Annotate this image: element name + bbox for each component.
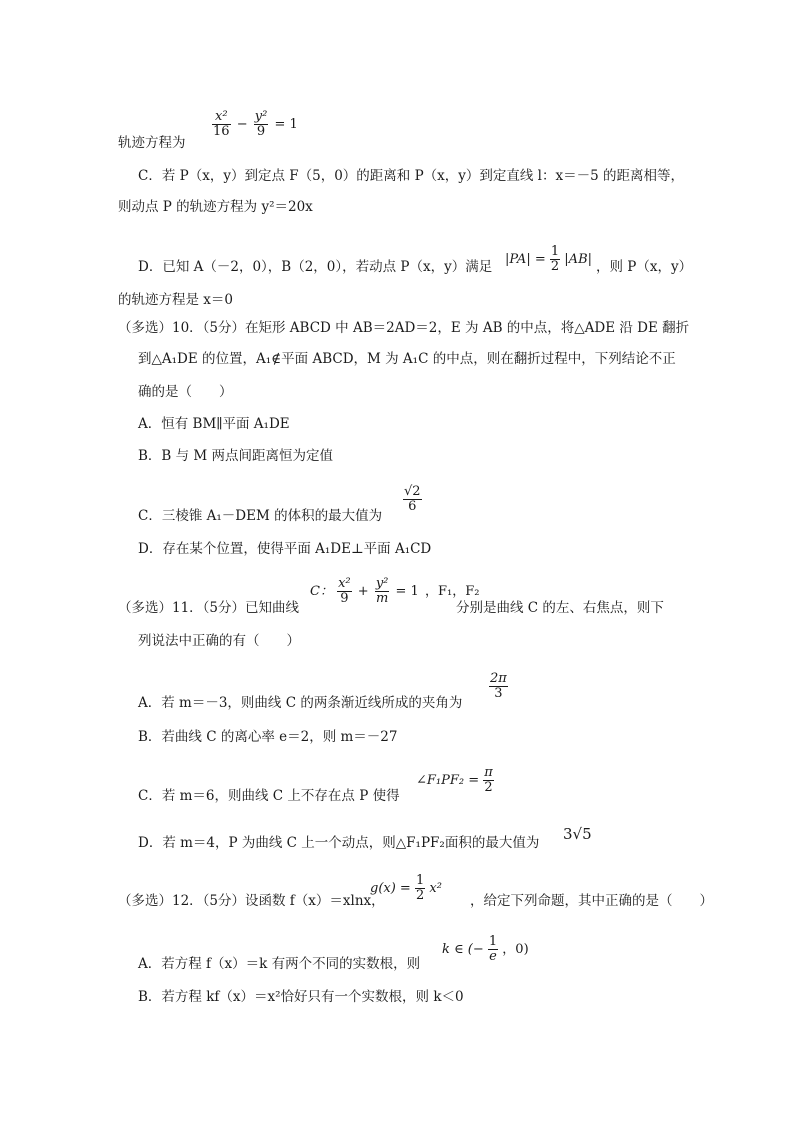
option-d: D．存在某个位置，使得平面 A₁DE⊥平面 A₁CD: [138, 541, 432, 557]
option-d: D．若 m＝4，P 为曲线 C 上一个动点，则△F₁PF₂面积的最大值为: [138, 835, 540, 851]
text-line: 列说法中正确的有（ ）: [138, 633, 300, 649]
question-12: （多选）12．（5分）设函数 f（x）＝xlnx，: [118, 893, 385, 909]
text-line: 则动点 P 的轨迹方程为 y²＝20x: [118, 199, 313, 215]
sqrt2-over-6: $\frac{√2}{6}$: [404, 484, 421, 514]
option-c: C．若 m＝6，则曲线 C 上不存在点 P 使得: [138, 788, 400, 804]
text-line: 到△A₁DE 的位置，A₁∉平面 ABCD，M 为 A₁C 的中点，则在翻折过程中，下列结论不正: [138, 351, 676, 367]
text-line: C．若 P（x，y）到定点 F（5，0）的距离和 P（x，y）到定直线 l：x＝－5 的距离相等，: [138, 168, 684, 184]
text-line: ，则 P（x，y）: [596, 259, 693, 275]
option-a: A．若 m＝－3，则曲线 C 的两条渐近线所成的夹角为: [138, 695, 463, 711]
text-line: ，给定下列命题，其中正确的是（ ）: [470, 893, 713, 909]
option-a: A．若方程 f（x）＝k 有两个不同的实数根，则: [138, 956, 421, 972]
option-c: C．三棱锥 A₁－DEM 的体积的最大值为: [138, 508, 383, 524]
option-b: B．B 与 M 两点间距离恒为定值: [138, 448, 334, 464]
angle-formula: ∠F₁PF₂ = $\frac{\pi}{2}$: [416, 765, 493, 795]
two-pi-over-3: $\frac{2\pi}{3}$: [490, 671, 507, 701]
pa-condition-formula: |PA| = $\frac{1}{2}$ |AB|: [505, 244, 592, 274]
text-line: 轨迹方程为: [118, 135, 186, 151]
curve-equation: C： $\frac{\text{x²}}{9}$ + $\frac{\text{y²}}{m}$ = 1 ，F₁，F₂: [310, 576, 480, 606]
text-line: 分别是曲线 C 的左、右焦点，则下: [456, 600, 664, 616]
three-sqrt5: 3√5: [563, 825, 592, 843]
option-b: B．若方程 kf（x）＝x²恰好只有一个实数根，则 k＜0: [138, 989, 464, 1005]
question-10: （多选）10．（5分）在矩形 ABCD 中 AB＝2AD＝2，E 为 AB 的中点，将△ADE 沿 DE 翻折: [118, 320, 690, 336]
k-range-formula: k ∈ (− $\frac{1}{e}$ ，0): [442, 934, 529, 964]
g-function-formula: g(x) = $\frac{1}{2}$ x²: [370, 873, 442, 903]
option-b: B．若曲线 C 的离心率 e＝2，则 m＝－27: [138, 729, 398, 745]
question-11: （多选）11．（5分）已知曲线: [118, 600, 300, 616]
text-line: 的轨迹方程是 x＝0: [118, 292, 233, 308]
text-line: 确的是（ ）: [138, 384, 233, 400]
text-line: D．已知 A（－2，0），B（2，0），若动点 P（x，y）满足: [138, 259, 493, 275]
hyperbola-equation: $\frac{\text{x²}}{16}$ − $\frac{\text{y²}}{9}$ = 1: [213, 109, 298, 139]
option-a: A．恒有 BM∥平面 A₁DE: [138, 416, 290, 432]
